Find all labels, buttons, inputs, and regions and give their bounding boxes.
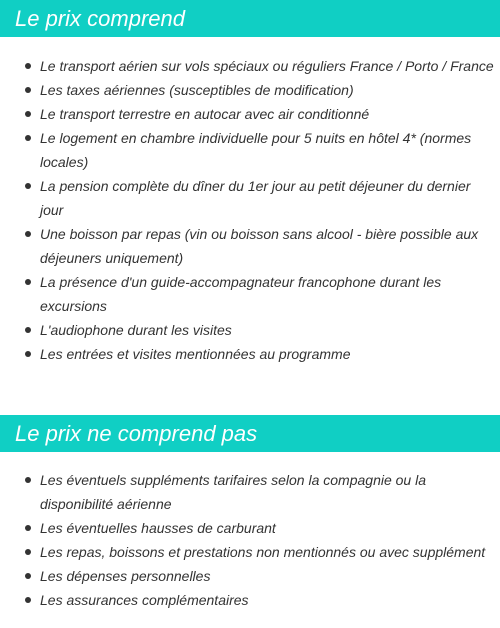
list-item-text: Les assurances complémentaires: [40, 592, 249, 608]
list-item-text: Les éventuels suppléments tarifaires selon la compagnie ou la: [40, 472, 427, 488]
bullet-icon: [25, 135, 31, 141]
included-list-item: [0, 270, 500, 318]
included-list-item: [0, 342, 500, 366]
included-list-item: [0, 222, 500, 270]
list-item-text: Les entrées et visites mentionnées au programme: [40, 346, 351, 362]
list-item-text: Les repas, boissons et prestations non mentionnés ou avec supplément: [40, 544, 486, 560]
bullet-icon: [25, 279, 31, 285]
bullet-icon: [25, 597, 31, 603]
bullet-icon: [25, 327, 31, 333]
list-item-text: La pension complète du dîner du 1er jour au petit déjeuner du dernier: [40, 178, 471, 194]
excluded-list-item: [0, 564, 500, 588]
excluded-list-item: [0, 540, 500, 564]
excluded-list: [0, 468, 500, 612]
included-section-title: Le prix comprend: [15, 6, 185, 31]
list-item-text: Les dépenses personnelles: [40, 568, 211, 584]
bullet-icon: [25, 573, 31, 579]
list-item-text: jour: [40, 202, 64, 218]
list-item-text: excursions: [40, 298, 107, 314]
included-list-item: [0, 174, 500, 222]
included-list-item: [0, 126, 500, 174]
bullet-icon: [25, 63, 31, 69]
list-item-text: disponibilité aérienne: [40, 496, 172, 512]
list-item-text: L'audiophone durant les visites: [40, 322, 232, 338]
list-item-text: déjeuners uniquement): [40, 250, 184, 266]
list-item-text: La présence d'un guide-accompagnateur francophone durant les: [40, 274, 442, 290]
bullet-icon: [25, 183, 31, 189]
included-list-item: [0, 78, 500, 102]
excluded-section-title: Le prix ne comprend pas: [15, 421, 258, 446]
included-section-header: [0, 0, 500, 37]
bullet-icon: [25, 525, 31, 531]
list-item-text: Les éventuelles hausses de carburant: [40, 520, 276, 536]
excluded-section-header: [0, 415, 500, 452]
bullet-icon: [25, 87, 31, 93]
list-item-text: Les taxes aériennes (susceptibles de modification): [40, 82, 354, 98]
included-list-item: [0, 102, 500, 126]
excluded-list-item: [0, 468, 500, 516]
included-list-item: [0, 54, 500, 78]
list-item-text: locales): [40, 154, 89, 170]
bullet-icon: [25, 549, 31, 555]
list-item-text: Le logement en chambre individuelle pour 5 nuits en hôtel 4* (normes: [40, 130, 472, 146]
bullet-icon: [25, 477, 31, 483]
bullet-icon: [25, 351, 31, 357]
list-item-text: Une boisson par repas (vin ou boisson sans alcool - bière possible aux: [40, 226, 479, 242]
bullet-icon: [25, 111, 31, 117]
bullet-icon: [25, 231, 31, 237]
list-item-text: Le transport aérien sur vols spéciaux ou réguliers France / Porto / France: [40, 58, 494, 74]
excluded-list-item: [0, 588, 500, 612]
excluded-list-item: [0, 516, 500, 540]
list-item-text: Le transport terrestre en autocar avec air conditionné: [40, 106, 370, 122]
included-list: [0, 54, 500, 366]
included-list-item: [0, 318, 500, 342]
